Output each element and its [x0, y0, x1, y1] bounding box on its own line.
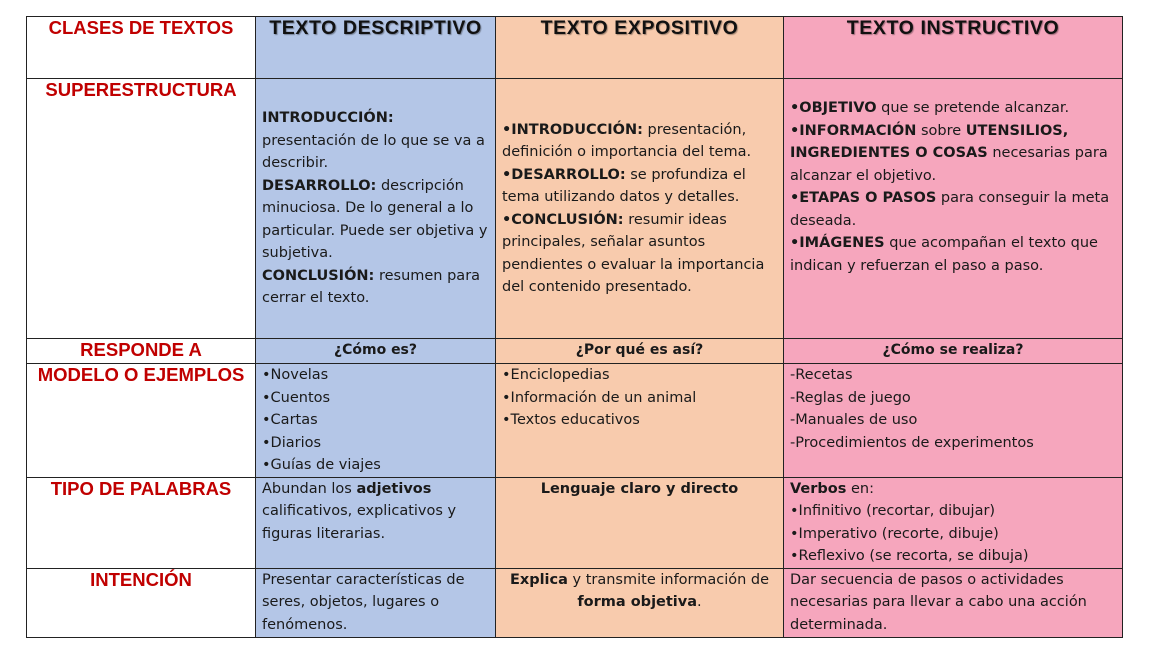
- corner-header: CLASES DE TEXTOS: [27, 17, 256, 79]
- example-item: •Novelas: [262, 367, 329, 383]
- header-row: [27, 17, 1123, 79]
- desarrollo-label: •DESARROLLO:: [502, 166, 626, 183]
- desarrollo-item: [262, 175, 489, 265]
- example-item: •Enciclopedias: [502, 367, 610, 383]
- objetivo-item: [790, 97, 1116, 120]
- example-item: -Reglas de juego: [790, 389, 911, 406]
- row-header-intencion: INTENCIÓN: [27, 568, 256, 637]
- header-instructivo: TEXTO INSTRUCTIVO: [784, 17, 1123, 79]
- conclusion-label: CONCLUSIÓN:: [262, 267, 375, 284]
- imagenes-label: •IMÁGENES: [790, 235, 885, 251]
- responde-expositivo: ¿Por qué es así?: [496, 339, 784, 364]
- responde-row: [27, 339, 1123, 364]
- conclusion-label: •CONCLUSIÓN:: [502, 211, 624, 228]
- etapas-item: [790, 187, 1116, 232]
- intencion-text-2: .: [697, 594, 702, 610]
- superestructura-instructivo: [784, 79, 1123, 339]
- intencion-bold-2: forma objetiva: [577, 594, 698, 610]
- modelo-row: [27, 364, 1123, 478]
- desarrollo-item: [502, 164, 777, 209]
- example-item: -Manuales de uso: [790, 412, 918, 428]
- verbos-label: Verbos: [790, 480, 847, 497]
- row-header-tipo: TIPO DE PALABRAS: [27, 477, 256, 568]
- example-item: •Textos educativos: [502, 412, 640, 428]
- superestructura-descriptivo: [256, 79, 496, 339]
- etapas-text: para conseguir la meta deseada.: [790, 190, 1110, 229]
- intro-item: [262, 107, 489, 175]
- modelo-descriptivo: [256, 364, 496, 478]
- text-types-table: [26, 16, 1123, 638]
- verbos-heading: [790, 478, 1116, 501]
- objetivo-label: •OBJETIVO: [790, 100, 877, 116]
- imagenes-text: que acompañan el texto que indican y refuerzan el paso a paso.: [790, 235, 1098, 274]
- conclusion-text: resumen para cerrar el texto.: [262, 267, 481, 307]
- verb-item: •Infinitivo (recortar, dibujar): [790, 503, 996, 519]
- intro-text: presentación, definición o importancia del tema.: [502, 121, 752, 160]
- tipo-row: [27, 477, 1123, 568]
- informacion-mid: sobre: [920, 122, 962, 139]
- example-item: •Información de un animal: [502, 389, 697, 406]
- utensilios-label: UTENSILIOS, INGREDIENTES O COSAS: [790, 122, 1069, 161]
- responde-descriptivo: ¿Cómo es?: [256, 339, 496, 364]
- conclusion-item: [502, 209, 777, 299]
- desarrollo-text: descripción minuciosa. De lo general a lo particular. Puede ser objetiva y subjetiva.: [262, 177, 488, 262]
- intencion-text-1: y transmite información de: [572, 571, 770, 588]
- desarrollo-text: se profundiza el tema utilizando datos y detalles.: [502, 166, 746, 205]
- example-item: -Recetas: [790, 367, 853, 383]
- informacion-item: [790, 120, 1116, 188]
- informacion-text: necesarias para alcanzar el objetivo.: [790, 145, 1108, 184]
- intencion-row: [27, 568, 1123, 637]
- conclusion-item: [262, 265, 489, 310]
- intro-label: •INTRODUCCIÓN:: [502, 121, 643, 138]
- example-item: •Cuentos: [262, 389, 331, 406]
- intencion-bold-1: Explica: [509, 571, 568, 588]
- desarrollo-label: DESARROLLO:: [262, 177, 377, 194]
- intro-item: [502, 119, 777, 164]
- verb-item: •Imperativo (recorte, dibuje): [790, 525, 999, 542]
- intro-text: presentación de lo que se va a describir.: [262, 132, 485, 172]
- example-item: -Procedimientos de experimentos: [790, 434, 1034, 451]
- imagenes-item: [790, 232, 1116, 277]
- intencion-expositivo: [496, 568, 784, 637]
- example-item: •Guías de viajes: [262, 457, 381, 473]
- responde-instructivo: ¿Cómo se realiza?: [784, 339, 1123, 364]
- header-expositivo: TEXTO EXPOSITIVO: [496, 17, 784, 79]
- superestructura-expositivo: [496, 79, 784, 339]
- tipo-bold: adjetivos: [356, 480, 432, 497]
- superestructura-row: [27, 79, 1123, 339]
- tipo-descriptivo: [256, 477, 496, 568]
- intencion-instructivo: Dar secuencia de pasos o actividades necesarias para llevar a cabo una acción determinada.: [784, 568, 1123, 637]
- tipo-instructivo: [784, 477, 1123, 568]
- modelo-instructivo: [784, 364, 1123, 478]
- intro-label: INTRODUCCIÓN:: [262, 110, 394, 127]
- header-descriptivo: TEXTO DESCRIPTIVO: [256, 17, 496, 79]
- objetivo-text: que se pretende alcanzar.: [881, 100, 1070, 116]
- intencion-descriptivo: Presentar características de seres, objetos, lugares o fenómenos.: [256, 568, 496, 637]
- modelo-expositivo: [496, 364, 784, 478]
- row-header-responde: RESPONDE A: [27, 339, 256, 364]
- verb-item: •Reflexivo (se recorta, se dibuja): [790, 548, 1029, 564]
- tipo-pre: Abundan los: [262, 480, 352, 497]
- verbos-label-post: en:: [851, 480, 874, 497]
- row-header-modelo: MODELO O EJEMPLOS: [27, 364, 256, 478]
- conclusion-text: resumir ideas principales, señalar asuntos pendientes o evaluar la importancia del contenido presentado.: [502, 211, 765, 295]
- etapas-label: •ETAPAS O PASOS: [790, 190, 937, 206]
- tipo-post: calificativos, explicativos y figuras literarias.: [262, 503, 457, 542]
- example-item: •Cartas: [262, 412, 318, 428]
- example-item: •Diarios: [262, 434, 322, 451]
- informacion-label: •INFORMACIÓN: [790, 122, 917, 139]
- row-header-superestructura: SUPERESTRUCTURA: [27, 79, 256, 339]
- tipo-expositivo: Lenguaje claro y directo: [496, 477, 784, 568]
